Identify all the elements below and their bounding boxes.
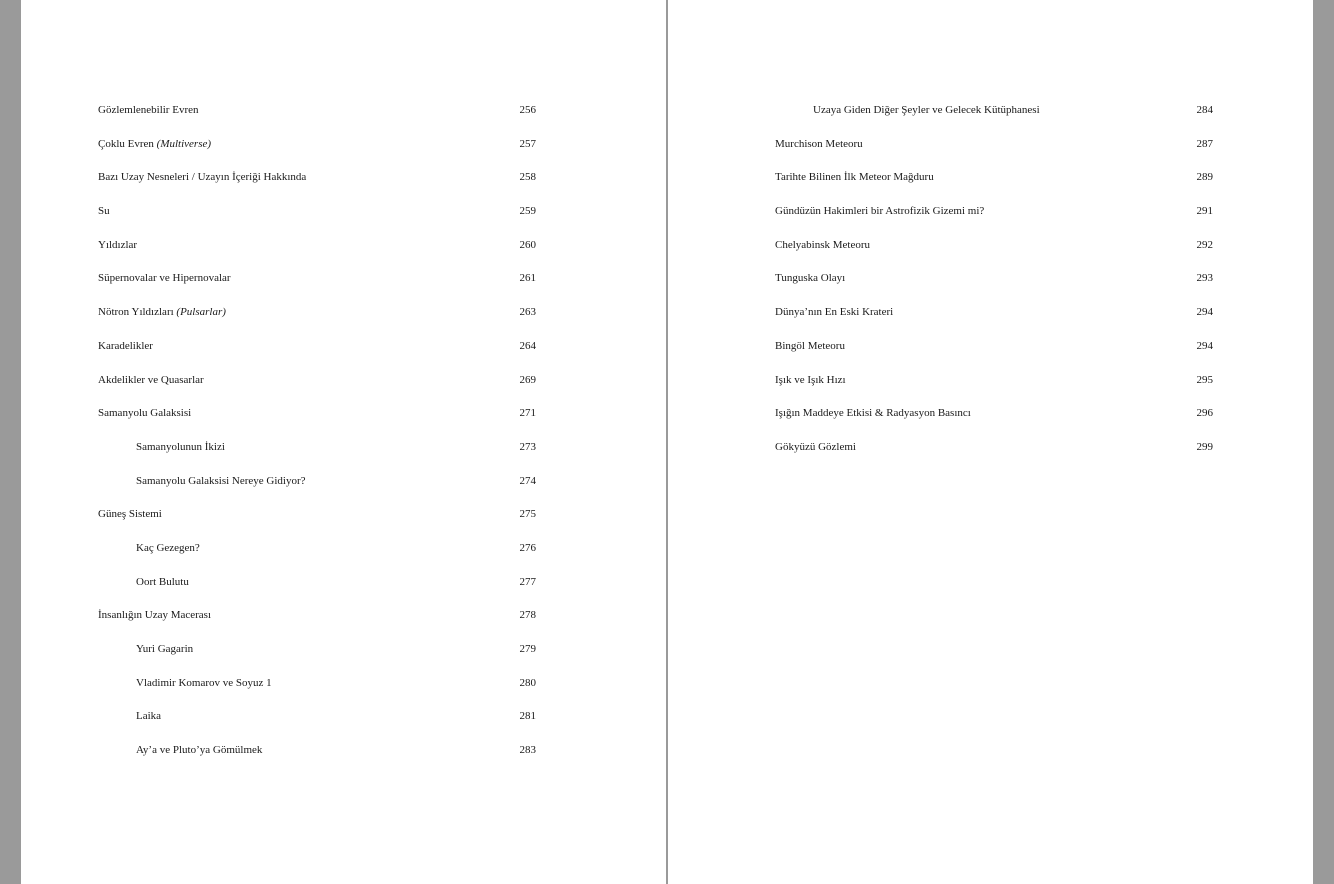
toc-entry-title bbox=[136, 475, 306, 487]
toc-entry-title bbox=[136, 710, 161, 722]
toc-entry[interactable] bbox=[98, 641, 536, 675]
toc-entry[interactable] bbox=[98, 675, 536, 709]
toc-entry-page-number: 269 bbox=[519, 373, 536, 386]
toc-entry-page-number: 276 bbox=[519, 541, 536, 554]
toc-entry-page-number: 256 bbox=[519, 104, 536, 116]
toc-entry[interactable] bbox=[98, 203, 536, 237]
toc-entry-title-text: Yuri Gagarin bbox=[136, 643, 194, 655]
toc-entry-title-text: Dünya’nın En Eski Krateri bbox=[775, 306, 894, 319]
toc-entry-title-text: Kaç Gezegen? bbox=[136, 541, 200, 554]
toc-entry-page-number: 257 bbox=[519, 137, 536, 150]
toc-entry-title bbox=[775, 138, 863, 150]
toc-entry-page-number: 274 bbox=[519, 474, 536, 487]
toc-entry-page-number: 291 bbox=[1196, 205, 1213, 218]
toc-entry-title-text: Tarihte Bilinen İlk Meteor Mağduru bbox=[775, 171, 934, 184]
toc-entry[interactable] bbox=[775, 270, 1213, 304]
toc-entry-title-text: Işık ve Işık Hızı bbox=[775, 373, 846, 386]
toc-entry-title-text: Vladimir Komarov ve Soyuz 1 bbox=[136, 676, 272, 689]
toc-entry-page-number: 273 bbox=[519, 440, 536, 453]
toc-entry-title-text: Akdelikler ve Quasarlar bbox=[98, 373, 204, 386]
toc-entry-title bbox=[98, 239, 137, 251]
toc-entry-page-number: 278 bbox=[519, 609, 536, 622]
toc-entry-page-number: 289 bbox=[1196, 171, 1213, 184]
toc-entry-title-text: İnsanlığın Uzay Macerası bbox=[98, 609, 212, 622]
toc-entry-page-number: 260 bbox=[519, 238, 536, 251]
toc-entry[interactable] bbox=[775, 102, 1213, 136]
toc-entry-title bbox=[775, 239, 870, 251]
toc-entry-title-text: Samanyolu Galaksisi bbox=[98, 407, 192, 420]
toc-entry-title bbox=[775, 171, 934, 183]
toc-entry-title bbox=[775, 340, 845, 352]
toc-entry[interactable] bbox=[775, 304, 1213, 338]
toc-entry-title bbox=[136, 576, 189, 588]
toc-entry-title bbox=[775, 205, 984, 217]
toc-entry-title-text: Samanyolunun İkizi bbox=[136, 440, 225, 453]
toc-entry-title-text: Tunguska Olayı bbox=[775, 272, 846, 285]
toc-entry-title bbox=[775, 407, 971, 419]
toc-entry[interactable] bbox=[98, 439, 536, 473]
toc-entry-page-number: 284 bbox=[1196, 104, 1213, 116]
left-page bbox=[21, 0, 666, 884]
toc-entry[interactable] bbox=[775, 169, 1213, 203]
toc-entry[interactable] bbox=[98, 473, 536, 507]
toc-entry-title-italic: (Multiverse) bbox=[156, 137, 212, 150]
toc-entry-title-text: Ay’a ve Pluto’ya Gömülmek bbox=[136, 744, 263, 757]
toc-entry[interactable] bbox=[98, 169, 536, 203]
toc-entry[interactable] bbox=[98, 304, 536, 338]
toc-entry-page-number: 259 bbox=[519, 205, 536, 218]
toc-entry-title-text: Oort Bulutu bbox=[136, 575, 189, 588]
table-of-contents-left bbox=[98, 102, 536, 776]
toc-entry[interactable] bbox=[775, 237, 1213, 271]
toc-entry-title bbox=[775, 272, 845, 284]
toc-entry-title-text: Murchison Meteoru bbox=[775, 137, 863, 150]
toc-entry-title-text: Yıldızlar bbox=[98, 238, 138, 251]
toc-entry-page-number: 283 bbox=[519, 744, 536, 757]
toc-entry[interactable] bbox=[775, 439, 1213, 473]
toc-entry-title-text: Işığın Maddeye Etkisi & Radyasyon Basıncı bbox=[775, 407, 971, 420]
toc-entry[interactable] bbox=[98, 540, 536, 574]
toc-entry-title-text: Nötron Yıldızları bbox=[98, 306, 177, 319]
toc-entry-page-number: 299 bbox=[1196, 440, 1213, 453]
toc-entry-title bbox=[136, 677, 272, 689]
toc-entry[interactable] bbox=[98, 338, 536, 372]
toc-entry[interactable] bbox=[98, 237, 536, 271]
toc-entry[interactable] bbox=[98, 607, 536, 641]
toc-entry-page-number: 264 bbox=[519, 339, 536, 352]
toc-entry[interactable] bbox=[98, 372, 536, 406]
toc-entry[interactable] bbox=[98, 708, 536, 742]
toc-entry[interactable] bbox=[98, 742, 536, 776]
toc-entry-title bbox=[98, 272, 231, 284]
toc-entry-title-text: Karadelikler bbox=[98, 339, 153, 352]
toc-entry-page-number: 294 bbox=[1196, 306, 1213, 319]
toc-entry[interactable] bbox=[98, 574, 536, 608]
toc-entry[interactable] bbox=[775, 338, 1213, 372]
toc-entry-page-number: 263 bbox=[519, 306, 536, 319]
toc-entry-title-text: Chelyabinsk Meteoru bbox=[775, 238, 871, 251]
toc-entry-title bbox=[98, 205, 110, 217]
toc-entry[interactable] bbox=[98, 506, 536, 540]
toc-entry-page-number: 271 bbox=[519, 407, 536, 420]
toc-entry[interactable] bbox=[98, 405, 536, 439]
toc-entry-title-text: Gündüzün Hakimleri bir Astrofizik Gizemi mi? bbox=[775, 205, 985, 218]
toc-entry-title bbox=[98, 340, 153, 352]
toc-entry-title-text: Güneş Sistemi bbox=[98, 508, 162, 521]
toc-entry-title bbox=[98, 104, 199, 116]
toc-entry-title-text: Gökyüzü Gözlemi bbox=[775, 440, 856, 453]
toc-entry-page-number: 258 bbox=[519, 171, 536, 184]
toc-entry-title bbox=[775, 306, 893, 318]
toc-entry-title-text: Çoklu Evren bbox=[98, 137, 157, 150]
toc-entry[interactable] bbox=[98, 136, 536, 170]
toc-entry-title bbox=[98, 609, 211, 621]
toc-entry[interactable] bbox=[775, 405, 1213, 439]
toc-entry-page-number: 279 bbox=[519, 643, 536, 655]
toc-entry[interactable] bbox=[775, 203, 1213, 237]
toc-entry[interactable] bbox=[775, 136, 1213, 170]
toc-entry-page-number: 293 bbox=[1196, 272, 1213, 285]
toc-entry-page-number: 294 bbox=[1196, 339, 1213, 352]
toc-entry-page-number: 292 bbox=[1196, 238, 1213, 251]
toc-entry-title bbox=[98, 306, 226, 318]
toc-entry[interactable] bbox=[775, 372, 1213, 406]
toc-entry-title bbox=[136, 643, 193, 655]
toc-entry-title bbox=[136, 744, 262, 756]
toc-entry-title bbox=[98, 138, 211, 150]
table-of-contents-right bbox=[775, 102, 1213, 473]
toc-entry-title bbox=[98, 171, 306, 183]
toc-entry-page-number: 261 bbox=[519, 272, 536, 285]
toc-entry-title-text: Süpernovalar ve Hipernovalar bbox=[98, 272, 231, 285]
toc-entry[interactable] bbox=[98, 102, 536, 136]
toc-entry-page-number: 281 bbox=[519, 710, 536, 723]
toc-entry-page-number: 287 bbox=[1196, 137, 1213, 150]
toc-entry[interactable] bbox=[98, 270, 536, 304]
toc-entry-title bbox=[775, 441, 856, 453]
toc-entry-title-text: Samanyolu Galaksisi Nereye Gidiyor? bbox=[136, 474, 306, 487]
toc-entry-title bbox=[136, 542, 200, 554]
toc-entry-title bbox=[98, 508, 162, 520]
toc-entry-page-number: 295 bbox=[1196, 373, 1213, 386]
toc-entry-title-text: Bingöl Meteoru bbox=[775, 339, 845, 352]
right-page bbox=[668, 0, 1313, 884]
toc-entry-page-number: 280 bbox=[519, 676, 536, 689]
toc-entry-title bbox=[98, 374, 204, 386]
toc-entry-title-text: Uzaya Giden Diğer Şeyler ve Gelecek Kütüphanesi bbox=[813, 104, 1040, 116]
toc-entry-title-text: Laika bbox=[136, 710, 162, 723]
toc-entry-title bbox=[136, 441, 225, 453]
toc-entry-page-number: 277 bbox=[519, 575, 536, 588]
toc-entry-title-text: Gözlemlenebilir Evren bbox=[98, 104, 199, 116]
toc-entry-page-number: 275 bbox=[519, 508, 536, 521]
toc-entry-title-text: Su bbox=[98, 205, 110, 218]
toc-entry-title bbox=[98, 407, 191, 419]
toc-entry-title-text: Bazı Uzay Nesneleri / Uzayın İçeriği Hakkında bbox=[98, 171, 307, 184]
toc-entry-title bbox=[813, 104, 1040, 116]
toc-entry-title-italic: (Pulsarlar) bbox=[176, 306, 226, 319]
toc-entry-title bbox=[775, 374, 846, 386]
toc-entry-page-number: 296 bbox=[1196, 407, 1213, 420]
